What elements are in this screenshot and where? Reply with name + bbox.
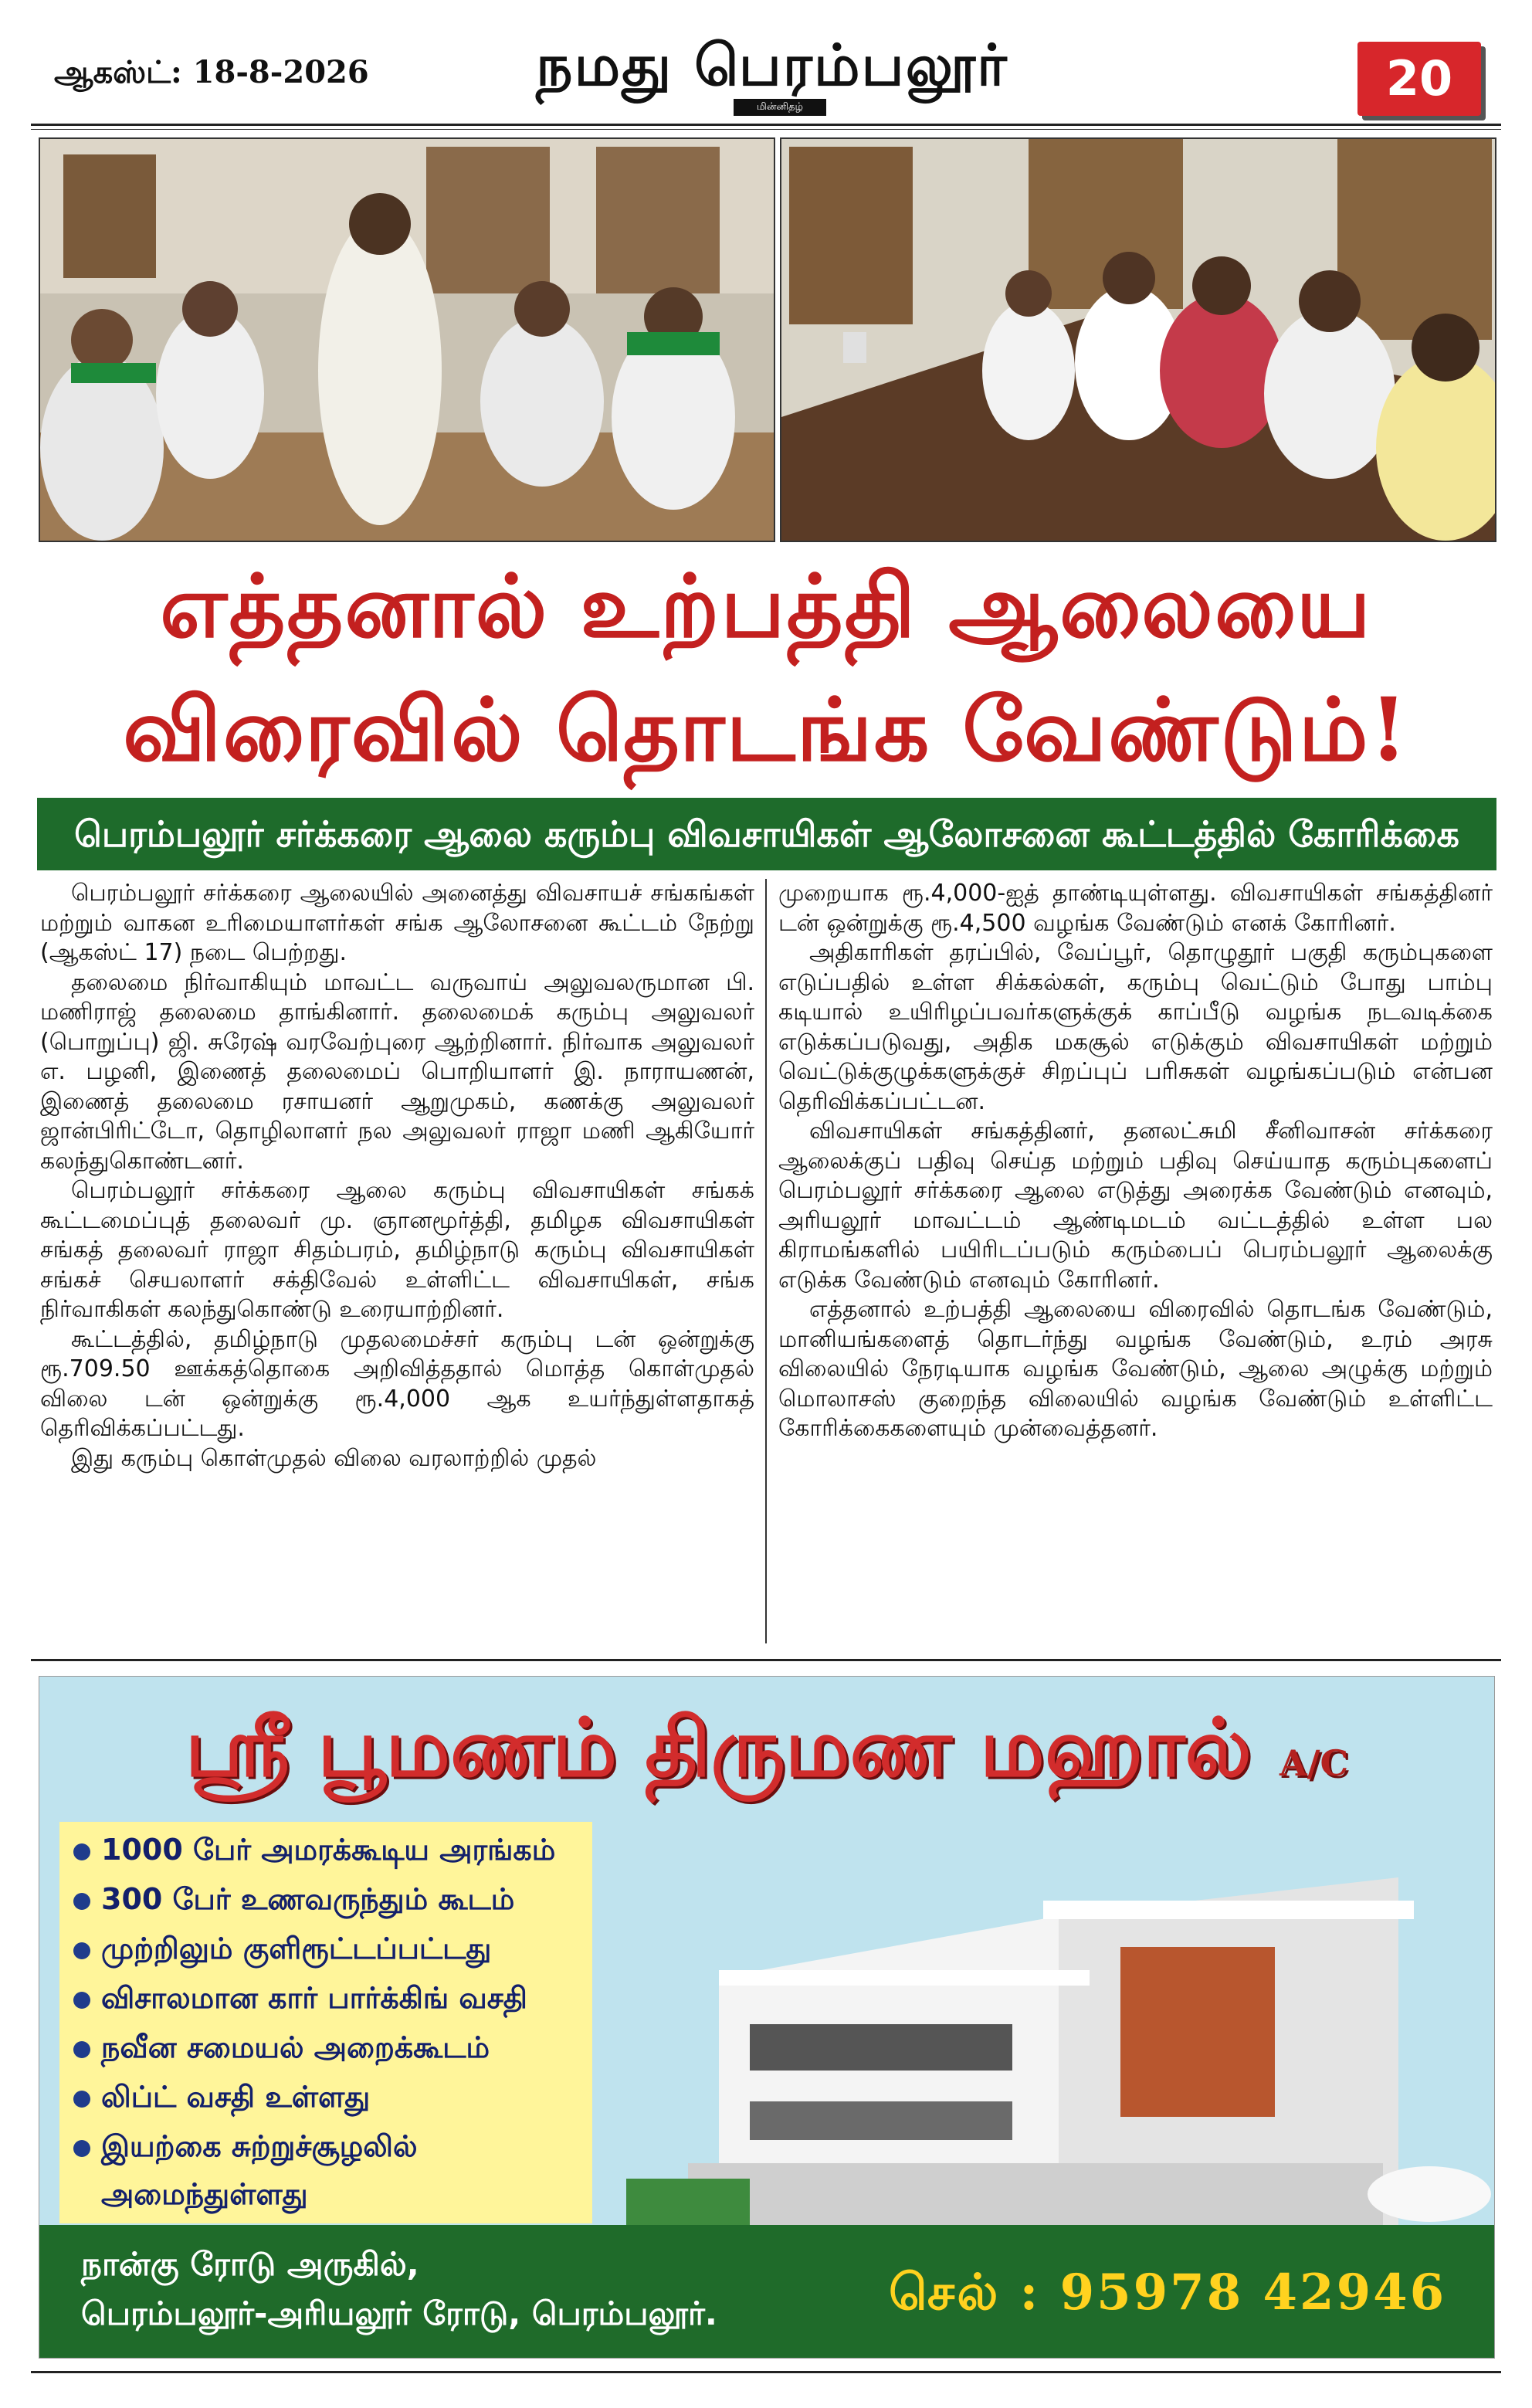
- bullet-icon: [73, 2140, 90, 2157]
- bullet-icon: [73, 1992, 90, 2009]
- article-paragraph: அதிகாரிகள் தரப்பில், வேப்பூர், தொழுதூர் பகுதி கரும்புகளை எடுப்பதில் உள்ள சிக்கல்கள், கரும்பு வெட்டும் போது பாம்பு கடியால் உயிரிழப்பவர்களுக்குக் காப்பீடு வழங்க நடவடிக்கை எடுக்கப்படுவது, அதிக மகசூல் எடுக்கும் விவசாயிகள் மற்றும் வெட்டுக்குழுக்களுக்குச் சிறப்புப் பரிசுகள் வழங்கப்படும் என்பன தெரிவிக்கப்பட்டன.: [778, 939, 1493, 1115]
- page-number: 20: [1357, 42, 1481, 116]
- ad-feature-item: இயற்கை சுற்றுச்சூழலில்: [73, 2129, 418, 2168]
- masthead-title: நமது பெரம்பலூர்: [536, 32, 1008, 99]
- article-paragraph: இது கரும்பு கொள்முதல் விலை வரலாற்றில் முதல்: [71, 1444, 597, 1472]
- article-column-right: [778, 879, 1493, 1444]
- article-paragraph: எத்தனால் உற்பத்தி ஆலையை விரைவில் தொடங்க வேண்டும், மானியங்களைத் தொடர்ந்து வழங்க வேண்டும், உரம் அரசு விலையில் நேரடியாக வழங்க வேண்டும், ஆலை அழுக்கு மற்றும் மொலாசஸ் குறைந்த விலையில் வழங்க வேண்டும் உள்ளிட்ட கோரிக்கைகளையும் முன்வைத்தனர்.: [778, 1296, 1493, 1442]
- column-divider: [765, 879, 767, 1643]
- meeting-photo-right: [780, 137, 1496, 542]
- bullet-icon: [73, 1843, 90, 1860]
- header-rule: [31, 124, 1501, 126]
- advertisement: [39, 1676, 1495, 2359]
- article-bottom-rule: [31, 1659, 1501, 1661]
- bullet-icon: [73, 1942, 90, 1959]
- ad-feature-list: [59, 1822, 592, 2223]
- ad-address-line-2: பெரம்பலூர்-அரியலூர் ரோடு, பெரம்பலூர்.: [81, 2294, 717, 2332]
- ad-phone: செல் : 95978 42946: [889, 2264, 1447, 2322]
- article-paragraph: தலைமை நிர்வாகியும் மாவட்ட வருவாய் அலுவலருமான பி. மணிராஜ் தலைமை தாங்கினார். தலைமைக் கரும்பு அலுவலர் (பொறுப்பு) ஜி. சுரேஷ் வரவேற்புரை ஆற்றினார். நிர்வாக அலுவலர் எ. பழனி, இணைத் தலைமைப் பொறியாளர் இ. நாராயணன், இணைத் தலைமை ரசாயனர் ஆறுமுகம், கணக்கு அலுவலர் ஜான்பிரிட்டோ, தொழிலாளர் நல அலுவலர் ராஜா மணி ஆகியோர் கலந்துகொண்டனர்.: [40, 968, 754, 1175]
- ad-feature-item: லிப்ட் வசதி உள்ளது: [73, 2080, 370, 2118]
- meeting-photo-left: [39, 137, 775, 542]
- ad-address-line-1: நான்கு ரோடு அருகில்,: [81, 2245, 419, 2283]
- ad-title-text: ஸ்ரீ பூமணம் திருமண மஹால்: [185, 1700, 1252, 1795]
- article-paragraph: முறையாக ரூ.4,000-ஐத் தாண்டியுள்ளது. விவசாயிகள் சங்கத்தினர் டன் ஒன்றுக்கு ரூ.4,500 வழங்க வேண்டும் எனக் கோரினர்.: [778, 880, 1493, 937]
- masthead-subtitle: மின்னிதழ்: [734, 99, 826, 116]
- article-paragraph: பெரம்பலூர் சர்க்கரை ஆலையில் அனைத்து விவசாயச் சங்கங்கள் மற்றும் வாகன உரிமையாளர்கள் சங்க ஆலோசனை கூட்டம் நேற்று (ஆகஸ்ட் 17) நடை பெற்றது.: [40, 880, 754, 966]
- article-column-left: [40, 879, 754, 1474]
- issue-date: ஆகஸ்ட்: 18-8-2026: [54, 54, 369, 90]
- bullet-icon: [73, 1893, 90, 1910]
- article-paragraph: விவசாயிகள் சங்கத்தினர், தனலட்சுமி சீனிவாசன் சர்க்கரை ஆலைக்குப் பதிவு செய்த மற்றும் பதிவு செய்யாத கரும்புகளைப் பெரம்பலூர் சர்க்கரை ஆலை எடுத்து அரைக்க வேண்டும் எனவும், அரியலூர் மாவட்டம் ஆண்டிமடம் வட்டத்தில் உள்ள பல கிராமங்களில் பயிரிடப்படும் கரும்பைப் பெரம்பலூர் ஆலைக்கு எடுக்க வேண்டும் எனவும் கோரினர்.: [778, 1118, 1493, 1294]
- headline-line-2: விரைவில் தொடங்க வேண்டும்!: [123, 680, 1409, 781]
- headline-line-1: எத்தனால் உற்பத்தி ஆலையை: [160, 556, 1372, 657]
- bullet-icon: [73, 2091, 90, 2108]
- ad-feature-item-continued: அமைந்துள்ளது: [101, 2177, 308, 2211]
- bullet-icon: [73, 2041, 90, 2058]
- article-paragraph: கூட்டத்தில், தமிழ்நாடு முதலமைச்சர் கரும்பு டன் ஒன்றுக்கு ரூ.709.50 ஊக்கத்தொகை அறிவித்ததால் மொத்த கொள்முதல் விலை டன் ஒன்றுக்கு ரூ.4,000 ஆக உயர்ந்துள்ளதாகத் தெரிவிக்கப்பட்டது.: [40, 1325, 754, 1442]
- ad-title-suffix: A/C: [1279, 1742, 1349, 1784]
- header-rule-thin: [31, 129, 1501, 130]
- ad-feature-item: முற்றிலும் குளிரூட்டப்பட்டது: [73, 1931, 491, 1970]
- ad-feature-item: 300 பேர் உணவருந்தும் கூடம்: [73, 1882, 514, 1921]
- article-paragraph: பெரம்பலூர் சர்க்கரை ஆலை கரும்பு விவசாயிகள் சங்கக் கூட்டமைப்புத் தலைவர் மு. ஞானமூர்த்தி, தமிழக விவசாயிகள் சங்கத் தலைவர் ராஜா சிதம்பரம், தமிழ்நாடு கரும்பு விவசாயிகள் சங்கச் செயலாளர் சக்திவேல் உள்ளிட்ட விவசாயிகள், சங்க நிர்வாகிகள் கலந்துகொண்டு உரையாற்றினர்.: [40, 1177, 754, 1323]
- ad-feature-item: 1000 பேர் அமரக்கூடிய அரங்கம்: [73, 1833, 555, 1871]
- ad-title: [39, 1700, 1494, 1806]
- subheadline: பெரம்பலூர் சர்க்கரை ஆலை கரும்பு விவசாயிகள் ஆலோசனை கூட்டத்தில் கோரிக்கை: [74, 813, 1459, 855]
- ad-feature-item: நவீன சமையல் அறைக்கூடம்: [73, 2030, 490, 2069]
- footer-rule: [31, 2371, 1501, 2373]
- ad-feature-item: விசாலமான கார் பார்க்கிங் வசதி: [73, 1981, 527, 2020]
- hall-building-illustration: [626, 1792, 1494, 2225]
